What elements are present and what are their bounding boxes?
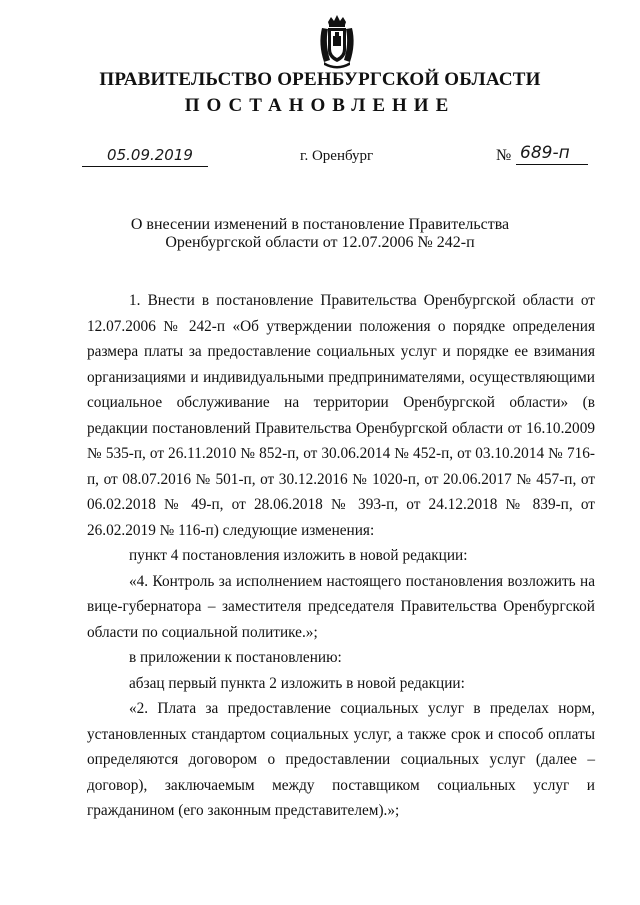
paragraph-5: абзац первый пункта 2 изложить в новой редакции: <box>129 674 465 692</box>
document-city: г. Оренбург <box>300 148 374 164</box>
document-subject <box>0 216 640 252</box>
paragraph-1: 1. Внести в постановление Правительства Оренбургской области от 12.07.2006 № 242-п «Об утверждении положения о порядке определения размера платы за предоставление социальных услуг и порядке ее взимания организациями и индивидуальными предпринимателями, осуществляющими социальное обслуживание на территории Оренбургской области» (в редакции постановлений Правительства Оренбургской области от 16.10.2009 № 535-п, от 26.11.2010 № 852-п, от 30.06.2014 № 452-п, от 03.10.2014 № 716-п, от 08.07.2016 № 501-п, от 30.12.2016 № 1020-п, от 20.06.2017 № 457-п, от 06.02.2018 № 49-п, от 28.06.2018 № 393-п, от 24.12.2018 № 839-п, от 26.02.2019 № 116-п) следующие изменения: <box>87 292 595 539</box>
government-title: ПРАВИТЕЛЬСТВО ОРЕНБУРГСКОЙ ОБЛАСТИ <box>99 69 541 90</box>
coat-of-arms-icon <box>316 14 358 70</box>
date-underline <box>82 166 208 167</box>
subject-line-1: О внесении изменений в постановление Правительства <box>130 216 510 233</box>
number-sign: № <box>496 147 512 164</box>
paragraph-6: «2. Плата за предоставление социальных услуг в пределах норм, установленных стандартом социальных услуг, а также срок и способ оплаты определяются договором о предоставлении социальных услуг (далее – договор), заключаемым между поставщиком социальных услуг и гражданином (его законным представителем).»; <box>87 700 595 819</box>
document-type: ПОСТАНОВЛЕНИЕ <box>184 95 456 116</box>
paragraph-3: «4. Контроль за исполнением настоящего постановления возложить на вице-губернатора – заместителя председателя Правительства Оренбургской области по социальной политике.»; <box>87 572 595 641</box>
document-body <box>87 288 595 824</box>
document-date: 05.09.2019 <box>107 146 193 164</box>
paragraph-2: пункт 4 постановления изложить в новой редакции: <box>129 547 468 564</box>
number-underline <box>516 164 588 165</box>
document-number: 689-п <box>520 143 570 163</box>
paragraph-4: в приложении к постановлению: <box>129 649 342 666</box>
subject-line-2: Оренбургской области от 12.07.2006 № 242-п <box>165 234 475 251</box>
